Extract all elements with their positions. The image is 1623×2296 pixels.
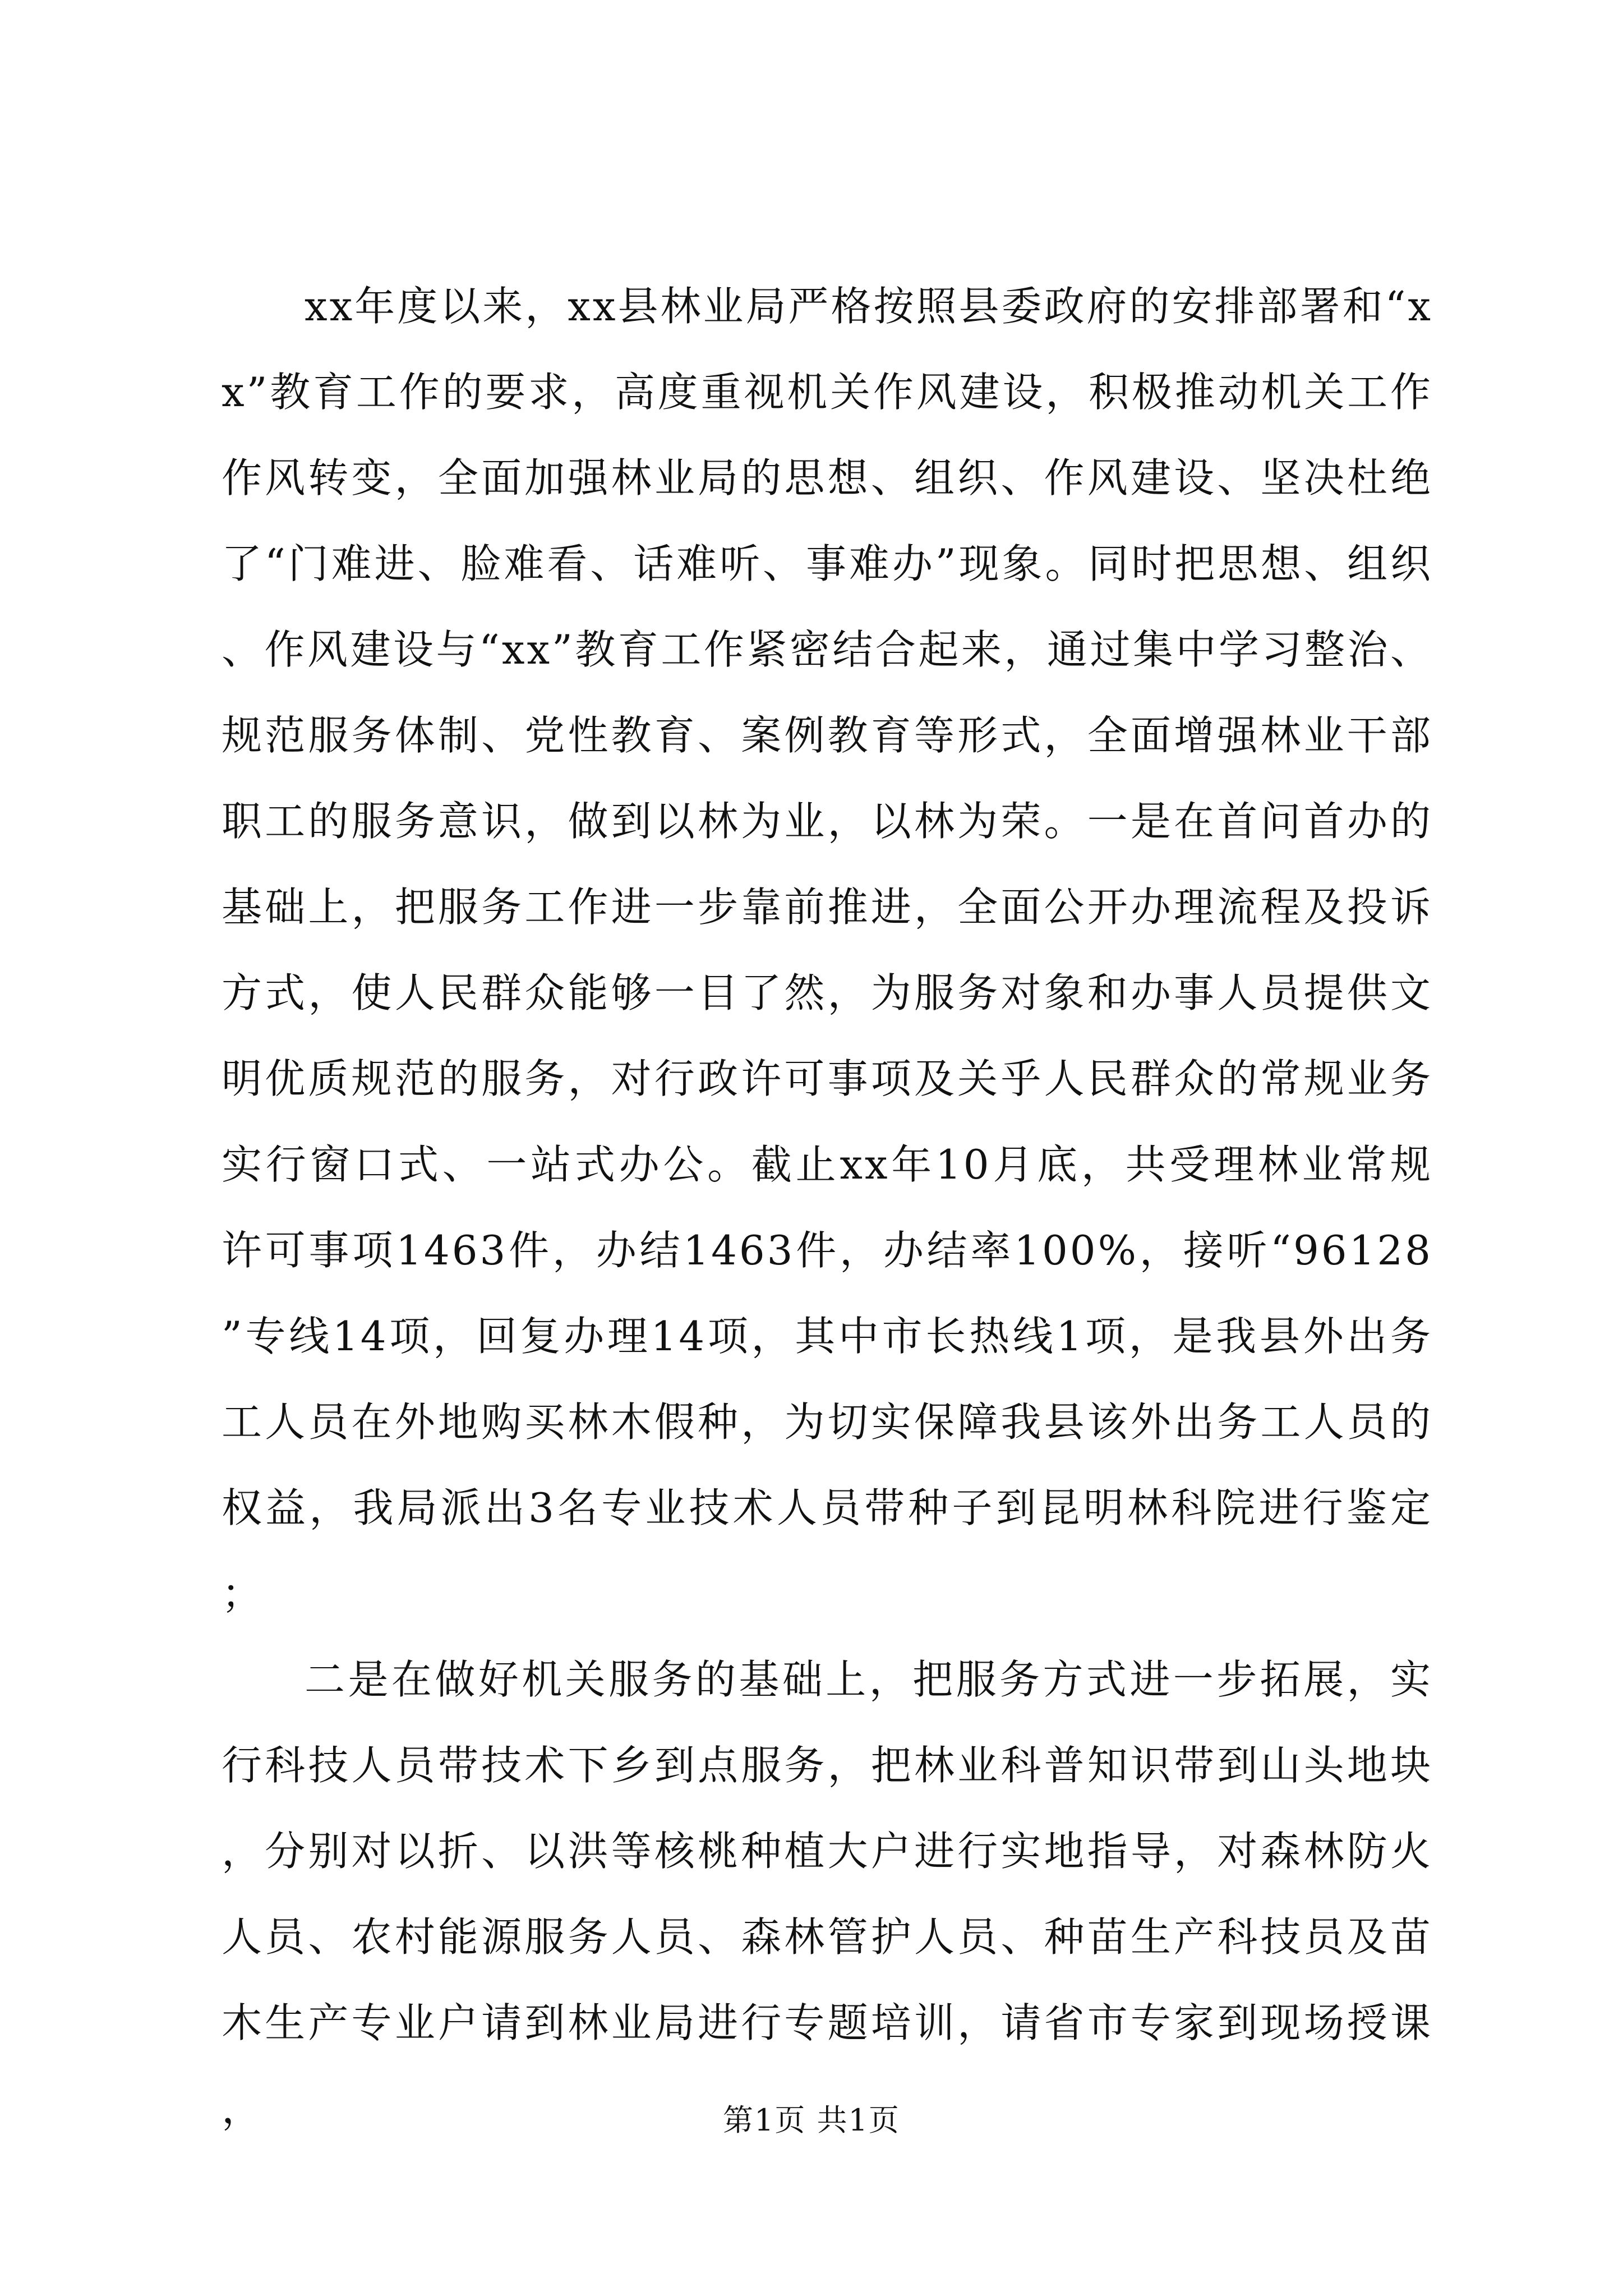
paragraph-1: xx年度以来，xx县林业局严格按照县委政府的安排部署和“xx”教育工作的要求，高度重视机关作风建设，积极推动机关工作作风转变，全面加强林业局的思想、组织、作风建设、坚决杜绝了“门难进、脸难看、话难听、事难办”现象。同时把思想、组织、作风建设与“xx”教育工作紧密结合起来，通过集中学习整治、规范服务体制、党性教育、案例教育等形式，全面增强林业干部职工的服务意识，做到以林为业，以林为荣。一是在首问首办的基础上，把服务工作进一步靠前推进，全面公开办理流程及投诉方式，使人民群众能够一目了然，为服务对象和办事人员提供文明优质规范的服务，对行政许可事项及关乎人民群众的常规业务实行窗口式、一站式办公。截止xx年10月底，共受理林业常规许可事项1463件，办结1463件，办结率100%，接听“96128”专线14项，回复办理14项，其中市长热线1项，是我县外出务工人员在外地购买林木假种，为切实保障我县该外出务工人员的权益，我局派出3名专业技术人员带种子到昆明林科院进行鉴定；	[222, 283, 1433, 1617]
document-body	[222, 264, 1433, 2152]
page-footer: 第1页 共1页	[723, 2102, 900, 2138]
paragraph-2: 二是在做好机关服务的基础上，把服务方式进一步拓展，实行科技人员带技术下乡到点服务，把林业科普知识带到山头地块，分别对以折、以洪等核桃种植大户进行实地指导，对森林防火人员、农村能源服务人员、森林管护人员、种苗生产科技员及苗木生产专业户请到林业局进行专题培训，请省市专家到现场授课，	[222, 1656, 1433, 2132]
